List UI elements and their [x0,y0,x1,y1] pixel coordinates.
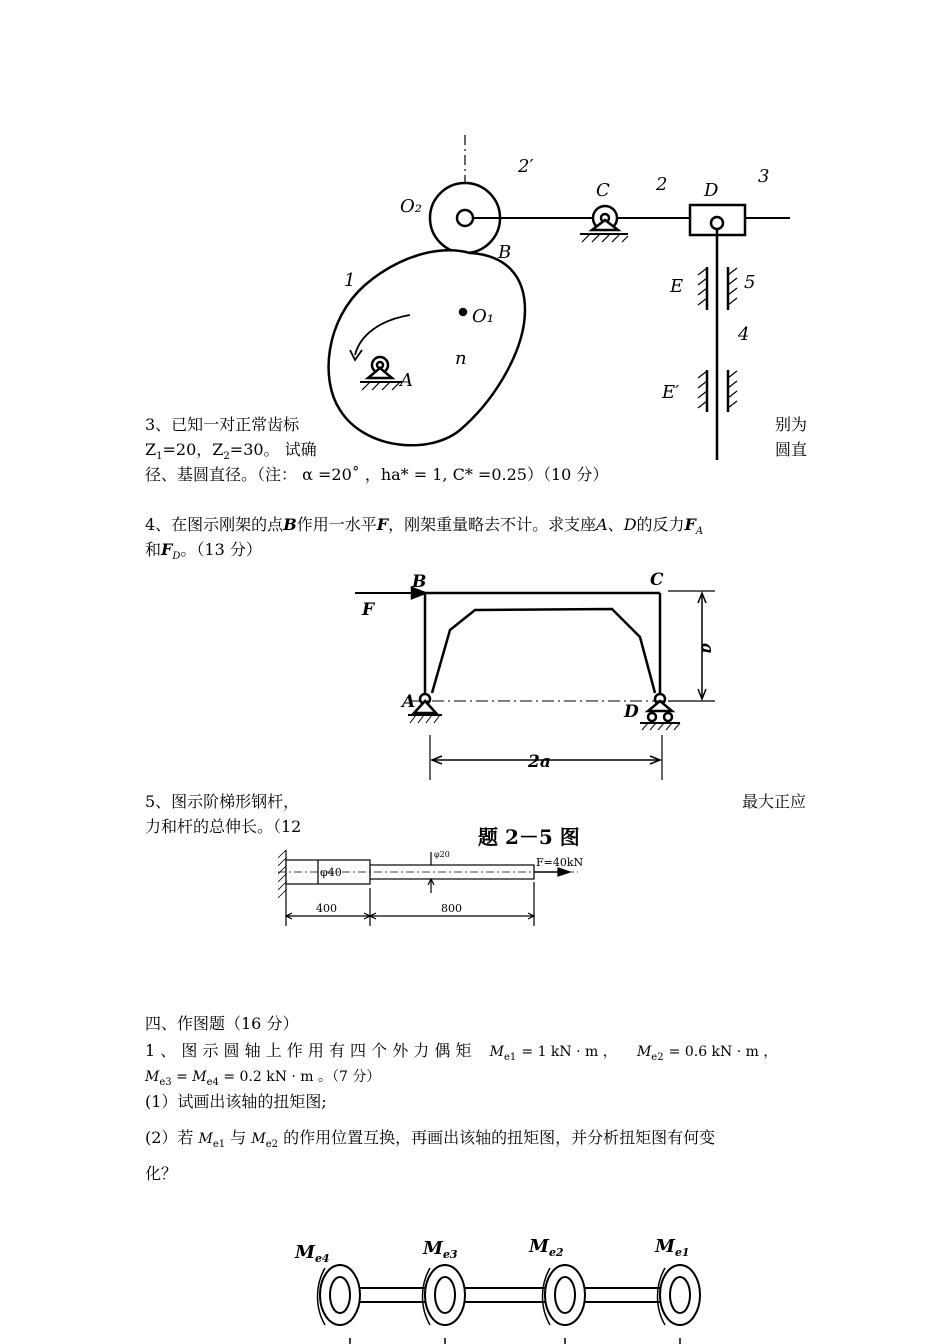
sec4-q1-line2 [145,1066,380,1094]
me1-symbol: M [489,1044,505,1060]
me34-value: = 0.2 kN · m 。（7 分） [223,1069,381,1085]
sec4-item1: (1）试画出该轴的扭矩图; [145,1092,327,1111]
q4-sub-a: A [695,526,704,537]
me4-sub: e4 [206,1077,219,1088]
sec4-q1-line1 [145,1040,777,1069]
bar-length-800: 800 [441,902,462,915]
label-3: 3 [758,166,770,187]
frame-label-d: D [624,702,639,722]
shaft-figure [285,1230,725,1344]
q4-sub-d: D [172,551,181,562]
z1-value: =20， [162,440,213,459]
q3-line1-right: 别为 [775,415,808,434]
q3-line2-right: 圆直 [775,440,808,459]
item2-text-a: (2）若 [145,1128,194,1147]
q4-line2 [145,539,262,568]
stepped-bar-figure [278,848,598,928]
q4-point-b: B [283,515,297,534]
me3-symbol: M [145,1069,160,1085]
shaft-label-me3: $M_{e3}$ [423,1238,458,1261]
me2-sub: e2 [651,1052,664,1063]
frame-dim-2a: 2a [528,752,551,772]
q4-text-c: 作用一水平 [296,515,377,534]
sec4-q1-text: 1 、 图 示 圆 轴 上 作 用 有 四 个 外 力 偶 矩 [145,1041,472,1060]
frame-label-a: A [402,692,416,712]
q4-force-fa: F [684,515,696,534]
me2-symbol: M [636,1044,652,1060]
shaft-label-me2: $M_{e2}$ [529,1236,564,1259]
mechanism-figure [320,130,800,465]
q4-text-and: 和 [145,540,162,559]
z2-subscript: 2 [223,451,230,462]
me2-value: = 0.6 kN · m ， [668,1044,778,1060]
q5-figure-title: 题 2－5 图 [478,825,580,849]
q3-line3: 径、基圆直径。（注： α =20˚ ，ha* = 1, C* =0.25）（10 分） [145,465,609,484]
shaft-label-me4: $M_{e4}$ [295,1242,330,1265]
z2-value: =30。 试确 [229,440,317,459]
item2-m1-sub: e1 [212,1139,226,1150]
label-n: n [455,348,467,369]
q4-force-f: F [376,515,389,534]
q4-points: 。（13 分） [180,540,262,559]
label-4: 4 [738,324,750,345]
sec4-item2-cont: 化？ [145,1164,178,1183]
frame-figure [350,565,730,780]
me3-sub: e3 [159,1077,172,1088]
shaft-label-me1: $M_{e1}$ [655,1236,690,1259]
item2-m2: M [251,1131,266,1147]
q3-line1-left: 3、已知一对正常齿标 [145,415,300,434]
item2-m1: M [198,1131,213,1147]
label-c: C [596,180,610,201]
label-e-prime: E′ [662,382,680,403]
item2-text-c: 的作用位置互换，再画出该轴的扭矩图，并分析扭矩图有何变 [283,1128,716,1147]
bar-force-label: F=40kN [536,856,584,869]
bar-dim-phi40: φ40 [320,866,342,879]
bar-length-400: 400 [316,902,337,915]
label-b: B [498,242,512,263]
frame-dim-a: a [697,643,717,655]
label-1: 1 [344,270,356,291]
q4-text-e: ，刚架重量略去不计。求支座 [388,515,597,534]
bar-dim-phi20: φ20 [434,850,450,859]
section4-heading: 四、作图题（16 分） [145,1014,299,1033]
item2-text-b: 与 [230,1128,247,1147]
q4-text-a: 4、在图示刚架的点 [145,515,284,534]
z1-subscript: 1 [156,451,163,462]
q5-line1-left: 5、图示阶梯形钢杆， [145,792,300,811]
z1-symbol: Z [145,440,157,459]
label-a: A [400,370,413,391]
sec4-item2 [145,1127,715,1156]
q4-force-fd: F [161,540,173,559]
label-5: 5 [744,272,756,293]
me3-eq: = M [176,1069,207,1085]
q4-text-i: 的反力 [636,515,685,534]
label-d: D [704,180,719,201]
q4-point-a: A [596,515,608,534]
q4-point-d: D [623,515,637,534]
label-o2: O₂ [400,196,422,217]
label-e: E [670,276,684,297]
me1-value: = 1 kN · m ， [521,1044,617,1060]
frame-label-f: F [362,600,375,620]
q5-line2: 力和杆的总伸长。（12 [145,817,302,836]
label-o1: O₁ [472,306,494,327]
item2-m2-sub: e2 [265,1139,278,1150]
q5-line1-right: 最大正应 [742,792,807,811]
frame-label-b: B [412,572,427,592]
label-2: 2 [656,174,668,195]
label-2prime: 2′ [518,156,534,177]
q4-text-g: 、 [607,515,624,534]
frame-label-c: C [650,570,664,590]
me1-sub: e1 [504,1052,517,1063]
z2-symbol: Z [212,440,224,459]
